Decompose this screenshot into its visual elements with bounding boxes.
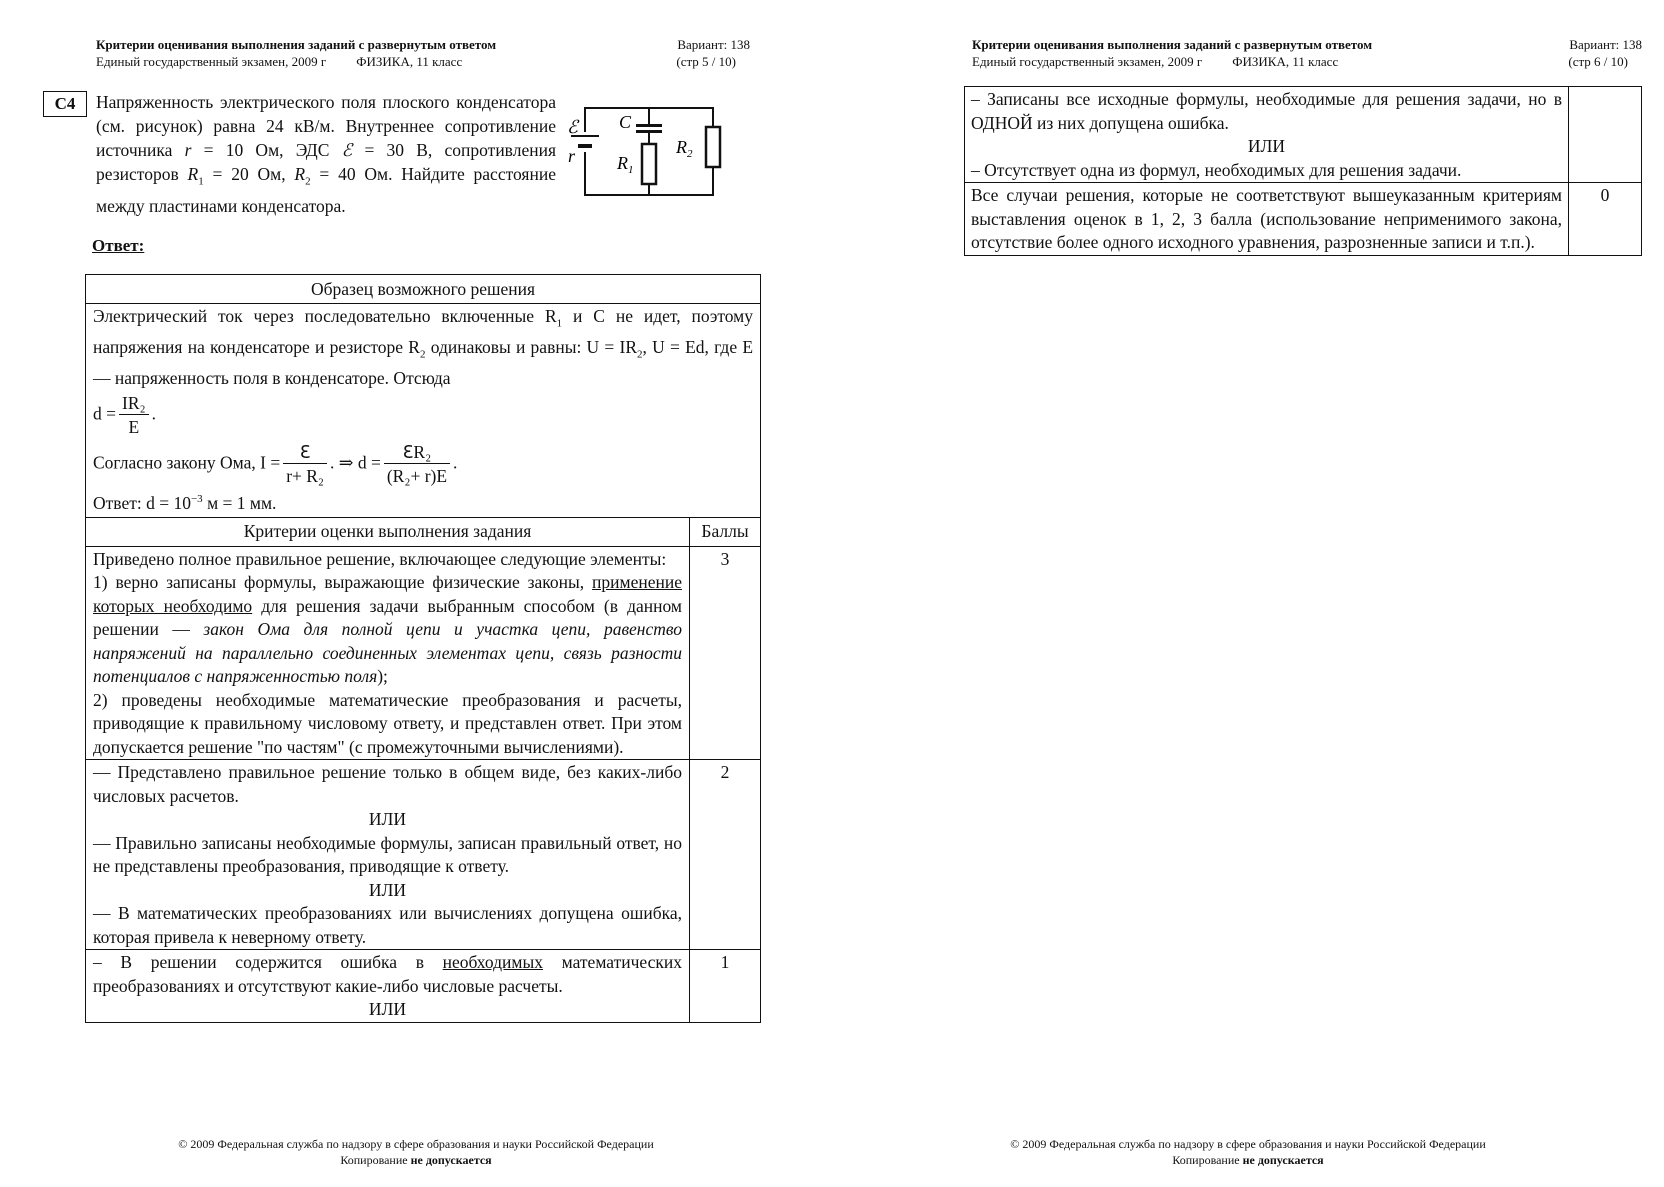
formula-ohm: Согласно закону Ома, I = $\frac{\text{ℇ}}{\text{r+ R₂}}$ . ⇒ d = $\frac{\text{ℇR₂}}{\text{(R₂+ r)E}}$ . [93, 442, 458, 486]
criteria-row-1-continued: – Записаны все исходные формулы, необходимые для решения задачи, но в ОДНОЙ из них допущена ошибка. ИЛИ – Отсутствует одна из формул, необходимых для решения задачи. [965, 87, 1642, 183]
header-exam: Единый государственный экзамен, 2009 г [96, 54, 327, 69]
header-variant-block [1532, 36, 1642, 70]
points-value: 3 [690, 546, 761, 760]
capacitor-plate [636, 130, 662, 133]
c-label: C [619, 112, 632, 132]
header-exam: Единый государственный экзамен, 2009 г [972, 54, 1203, 69]
criteria-continuation-table [964, 86, 1642, 256]
criteria-row-2: — Представлено правильное решение только в общем виде, без каких-либо числовых расчетов. ИЛИ — Правильно записаны необходимые формулы, записан правильный ответ, но не представлены преобразования, приводящие к ответу. ИЛИ — В математических преобразованиях или вычислениях допущена ошибка, которая привела к неверному ответу. 2 [86, 760, 761, 950]
header-variant: Вариант: 138 [1569, 37, 1642, 52]
r-label: r [568, 146, 576, 166]
page-footer: © 2009 Федеральная служба по надзору в сфере образования и науки Российской Федерации Копирование не допускается [1010, 1137, 1486, 1167]
points-value: 2 [690, 760, 761, 950]
capacitor-plate [636, 124, 662, 127]
resistor-r1 [642, 144, 656, 184]
criteria-row-1: – В решении содержится ошибка в необходимых математических преобразованиях и отсутствуют какие-либо числовые расчеты. ИЛИ 1 [86, 950, 761, 1023]
formula-d: d = $\frac{\text{IR₂}}{E}$ . [93, 393, 156, 437]
page-header [96, 36, 496, 70]
criteria-header: Критерии оценки выполнения задания [86, 518, 690, 547]
task-code: C4 [43, 91, 87, 117]
page-header [972, 36, 1372, 70]
r2-label: $R_2$ [676, 137, 693, 160]
header-subject: ФИЗИКА, 11 класс [1232, 54, 1339, 69]
header-title: Критерии оценивания выполнения заданий с развернутым ответом [96, 37, 497, 52]
emf-label: ℰ [567, 117, 578, 137]
header-page-number: (стр 6 / 10) [1568, 54, 1628, 69]
header-variant-block [640, 36, 750, 70]
header-page-number: (стр 5 / 10) [676, 54, 736, 69]
solution-heading: Образец возможного решения [86, 275, 761, 304]
circuit-diagram [563, 100, 723, 200]
header-subject: ФИЗИКА, 11 класс [356, 54, 463, 69]
header-variant: Вариант: 138 [677, 37, 750, 52]
solution-body: Электрический ток через последовательно включенные $R_1$ и С не идет, поэтому напряжения на конденсаторе и резисторе $R_2$ одинаковы и равны: $U = IR_2$, U = Ed, где E — напряженность поля в конденсаторе. Отсюда d = $\frac{\text{IR₂}}{E}$ . Согласно закону Ома, I = $\frac{\text{ℇ}}{\text{r+ R₂}}$ . ⇒ d = $\frac{\text{ℇR₂}}{\text{(R₂+ r)E}}$ . Ответ: $d = 10^{-3}$ м = 1 мм. [86, 303, 761, 518]
resistor-r2 [706, 127, 720, 167]
task-statement: Напряженность электрического поля плоского конденсатора (см. рисунок) равна 24 кВ/м. Внутреннее сопротивление источника r = 10 Ом, ЭДС ℰ = 30 В, сопротивления резисторов $R_1 = 20$ Ом, $R_2 = 40$ Ом. Найдите расстояние между пластинами конденсатора. [96, 92, 556, 216]
r1-label: $R_1$ [617, 153, 634, 176]
points-value: 1 [690, 950, 761, 1023]
criteria-row-3: Приведено полное правильное решение, включающее следующие элементы: 1) верно записаны формулы, выражающие физические законы, применение которых необходимо для решения задачи выбранным способом (в данном решении — закон Ома для полной цепи и участка цепи, равенство напряжений на параллельно соединенных элементах цепи, связь разности потенциалов с напряженностью поля); 2) проведены необходимые математические преобразования и расчеты, приводящие к правильному числовому ответу, и представлен ответ. При этом допускается решение "по частям" (с промежуточными вычислениями). 3 [86, 546, 761, 760]
header-title: Критерии оценивания выполнения заданий с развернутым ответом [972, 37, 1373, 52]
solution-answer: Ответ: $d = 10^{-3}$ м = 1 мм. [93, 492, 277, 513]
criteria-row-0: Все случаи решения, которые не соответствуют вышеуказанным критериям выставления оценок в 1, 2, 3 балла (использование неприменимого закона, отсутствие более одного исходного уравнения, разрозненные записи и т.п.). 0 [965, 183, 1642, 256]
points-value: 0 [1569, 183, 1642, 256]
solution-table [85, 274, 761, 1023]
answer-label: Ответ: [92, 236, 145, 255]
points-header: Баллы [690, 518, 761, 547]
page-footer: © 2009 Федеральная служба по надзору в сфере образования и науки Российской Федерации Копирование не допускается [178, 1137, 654, 1167]
